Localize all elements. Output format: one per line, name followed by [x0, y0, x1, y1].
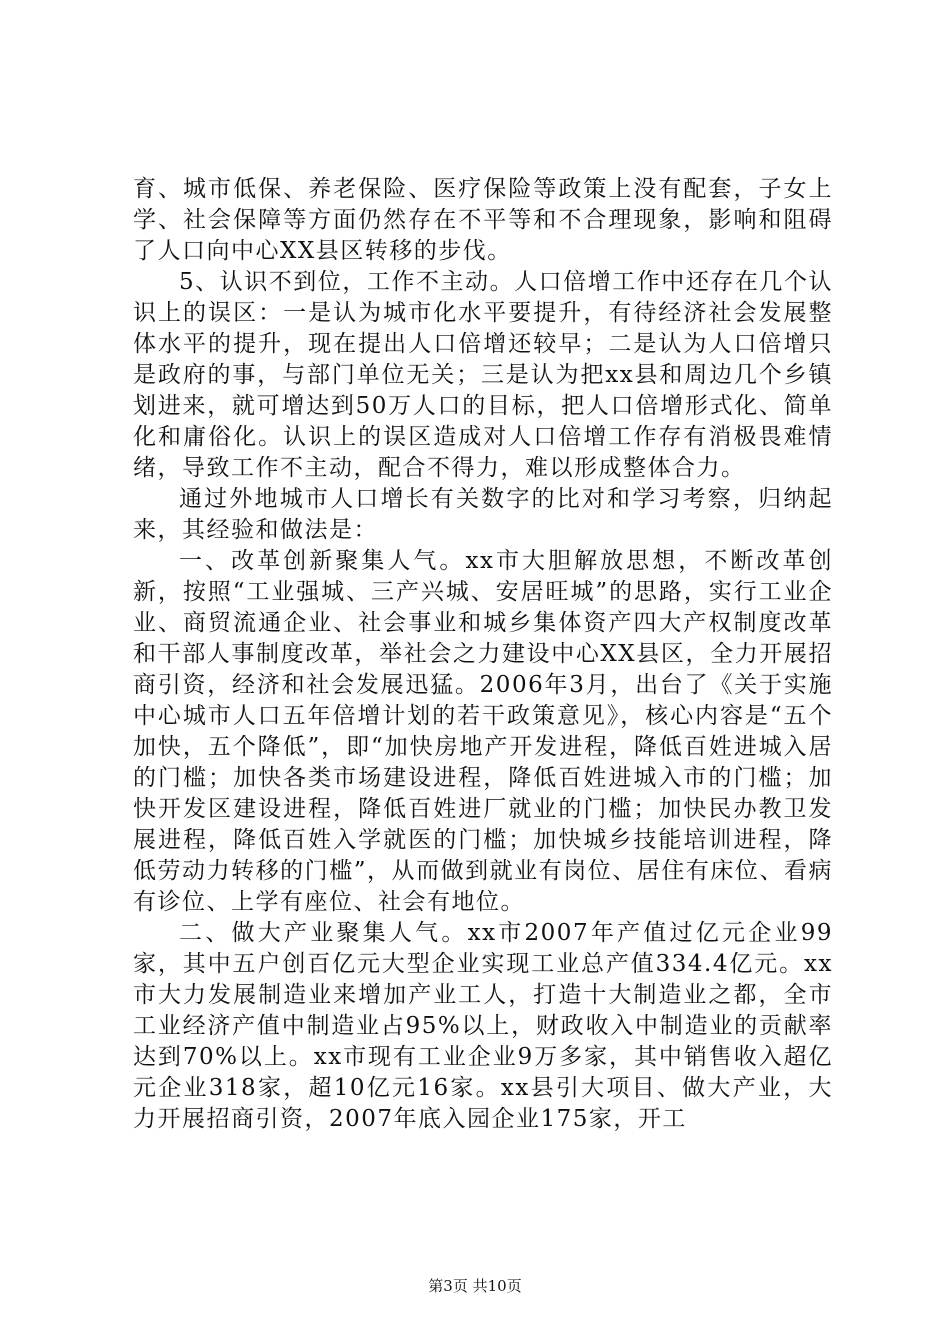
page-number-footer: 第3页 共10页 [428, 1277, 522, 1295]
paragraph-summary-intro: 通过外地城市人口增长有关数字的比对和学习考察，归纳起来，其经验和做法是： [133, 486, 833, 543]
document-body [133, 174, 833, 1135]
paragraph-reform-innovation: 一、改革创新聚集人气。xx市大胆解放思想，不断改革创新，按照“工业强城、三产兴城、安居旺城”的思路，实行工业企业、商贸流通企业、社会事业和城乡集体资产四大产权制度改革和干部人事制度改革，举社会之力建设中心XX县区，全力开展招商引资，经济和社会发展迅猛。2006年3月，出台了《关于实施中心城市人口五年倍增计划的若干政策意见》，核心内容是“五个加快，五个降低”，即“加快房地产开发进程，降低百姓进城入居的门槛；加快各类市场建设进程，降低百姓进城入市的门槛；加快开发区建设进程，降低百姓进厂就业的门槛；加快民办教卫发展进程，降低百姓入学就医的门槛；加快城乡技能培训进程，降低劳动力转移的门槛”，从而做到就业有岗位、居住有床位、看病有诊位、上学有座位、社会有地位。 [133, 548, 833, 915]
paragraph-point-5: 5、认识不到位，工作不主动。人口倍增工作中还存在几个认识上的误区：一是认为城市化水平要提升，有待经济社会发展整体水平的提升，现在提出人口倍增还较早；二是认为人口倍增只是政府的事，与部门单位无关；三是认为把xx县和周边几个乡镇划进来，就可增达到50万人口的目标，把人口倍增形式化、简单化和庸俗化。认识上的误区造成对人口倍增工作存有消极畏难情绪，导致工作不主动，配合不得力，难以形成整体合力。 [133, 269, 833, 481]
paragraph-continuation: 育、城市低保、养老保险、医疗保险等政策上没有配套，子女上学、社会保障等方面仍然存在不平等和不合理现象，影响和阻碍了人口向中心XX县区转移的步伐。 [133, 176, 833, 264]
paragraph-industry-growth: 二、做大产业聚集人气。xx市2007年产值过亿元企业99家，其中五户创百亿元大型企业实现工业总产值334.4亿元。xx市大力发展制造业来增加产业工人，打造十大制造业之都，全市工业经济产值中制造业占95%以上，财政收入中制造业的贡献率达到70%以上。xx市现有工业企业9万多家，其中销售收入超亿元企业318家，超10亿元16家。xx县引大项目、做大产业，大力开展招商引资，2007年底入园企业175家，开工 [133, 920, 833, 1132]
